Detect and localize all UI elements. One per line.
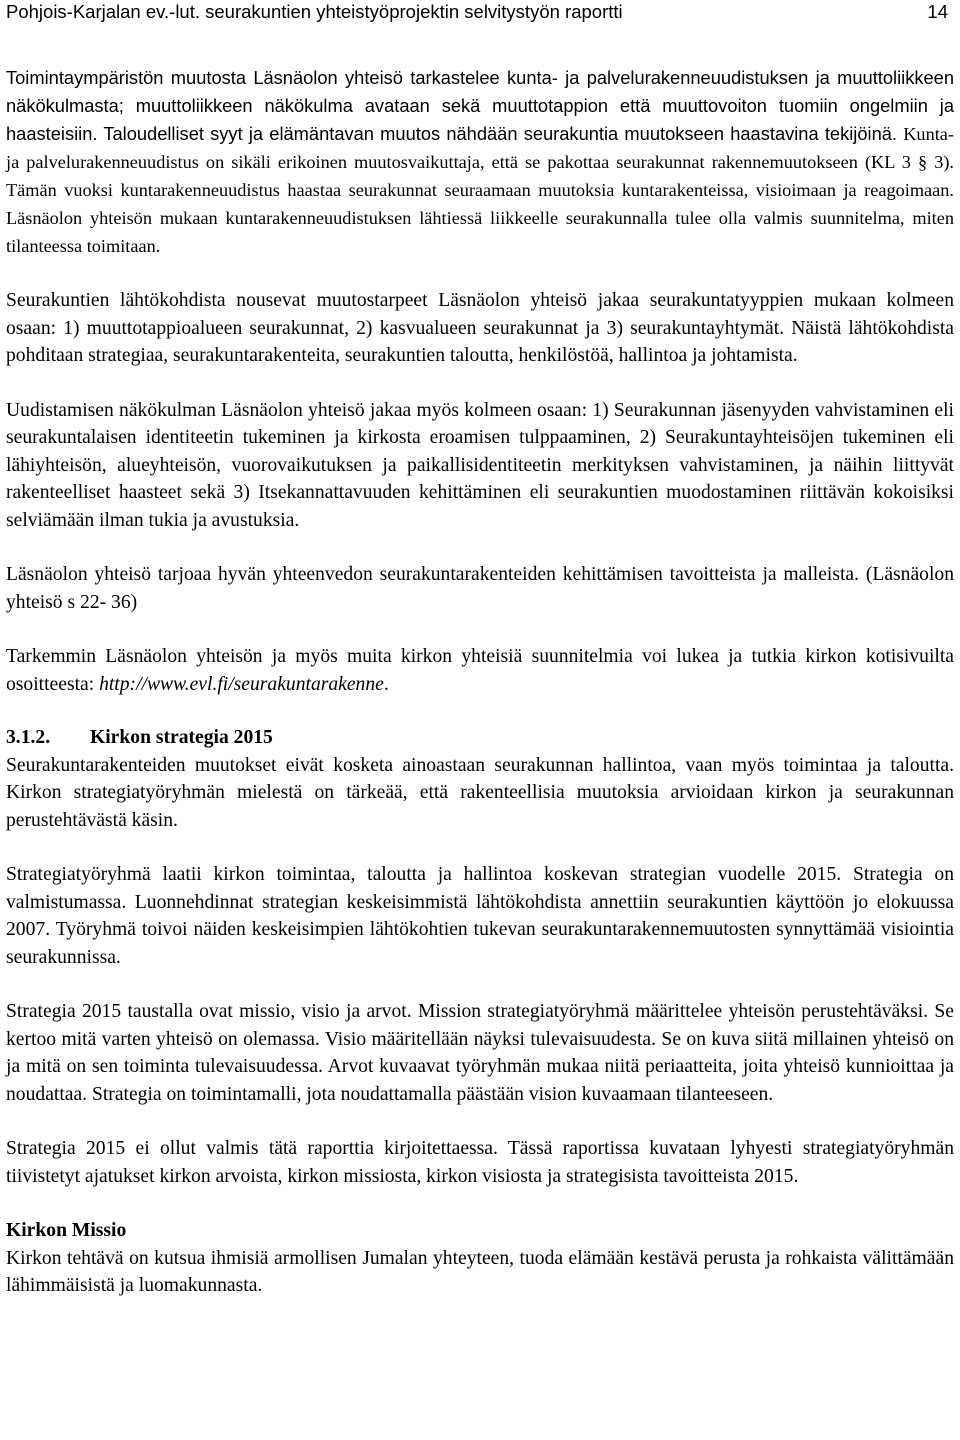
section-number: 3.1.2. [6,727,51,748]
paragraph-environment-serif: Kunta- ja palvelurakenneuudistus on sikäli erikoinen muutosvaikuttaja, että se pakottaa seurakunnat rakennemuutokseen (KL 3 § 3). Tämän vuoksi kuntarakenneuudistus haastaa seurakunnat seuraamaan muutoksia kuntarakenteissa, visioimaan ja reagoimaan. Läsnäolon yhteisön mukaan kuntarakenneuudistuksen lähtiessä liikkeelle seurakunnalla tulee olla valmis suunnitelma, miten tilanteessa toimitaan. [6,124,954,256]
paragraph-environment [6,64,954,260]
paragraph-more-info [6,643,954,698]
paragraph-structure-changes: Seurakuntarakenteiden muutokset eivät kosketa ainoastaan seurakunnan hallintoa, vaan myös toimintaa ja taloutta. Kirkon strategiatyöryhmän mielestä on tärkeää, että rakenteellisia muutoksia arvioidaan kirkon ja seurakunnan perustehtävästä käsin. [6,754,954,831]
header-title: Pohjois-Karjalan ev.-lut. seurakuntien yhteistyöprojektin selvitystyön raportti [6,1,623,22]
more-info-text: Tarkemmin Läsnäolon yhteisön ja myös muita kirkon yhteisiä suunnitelmia voi lukea ja tutkia kirkon kotisivuilta osoitteesta: [6,646,954,695]
section-title: Kirkon strategia 2015 [90,727,273,748]
paragraph-environment-sans: Toimintaympäristön muutosta Läsnäolon yhteisö tarkastelee kunta- ja palvelurakenneuudistuksen ja muuttoliikkeen näkökulmasta; muuttoliikkeen näkökulma avataan sekä muuttotappion että muuttovoiton tuomiin ongelmiin ja haasteisiin. Taloudelliset syyt ja elämäntavan muutos nähdään seurakuntia muutokseen haastavina tekijöinä. [6,67,954,144]
paragraph-mission: Kirkon tehtävä on kutsua ihmisiä armollisen Jumalan yhteyteen, tuoda elämään kestävä perusta ja rohkaista välittämään lähimmäisistä ja luomakunnasta. [6,1247,954,1296]
church-website-link[interactable]: http://www.evl.fi/seurakuntarakenne [99,673,384,695]
page-header [6,0,954,28]
paragraph-needs: Seurakuntien lähtökohdista nousevat muutostarpeet Läsnäolon yhteisö jakaa seurakuntatyyppien mukaan kolmeen osaan: 1) muuttotappioalueen seurakunnat, 2) kasvualueen seurakunnat ja 3) seurakuntayhtymät. Näistä lähtökohdista pohditaan strategiaa, seurakuntarakenteita, seurakuntien taloutta, henkilöstöä, hallintoa ja johtamista. [6,290,954,366]
paragraph-strategy-status: Strategia 2015 ei ollut valmis tätä raporttia kirjoitettaessa. Tässä raportissa kuvataan lyhyesti strategiatyöryhmän tiivistetyt ajatukset kirkon arvoista, kirkon missiosta, kirkon visiosta ja strategisista tavoitteista 2015. [6,1138,954,1187]
paragraph-strategy-group: Strategiatyöryhmä laatii kirkon toimintaa, taloutta ja hallintoa koskevan strategian vuodelle 2015. Strategia on valmistumassa. Luonnehdinnat strategian keskeisimmistä lähtökohdista annettiin seurakuntien käyttöön jo elokuussa 2007. Työryhmä toivoi näiden keskeisimpien lähtökohtien tukevan seurakuntarakennemuutosten synnyttämää visiointia seurakunnissa. [6,864,954,968]
paragraph-mission-vision: Strategia 2015 taustalla ovat missio, visio ja arvot. Mission strategiatyöryhmä määrittelee yhteisön perustehtäväksi. Se kertoo mitä varten yhteisö on olemassa. Visio määritellään näyksi tulevaisuudesta. Se on kuva siitä millainen yhteisö on ja mitä on sen toiminta tulevaisuudessa. Arvot kuvaavat työryhmän mukaa niitä periaatteita, joita yhteisö kunnioittaa ja noudattaa. Strategia on toimintamalli, jota noudattamalla päästään vision kuvaamaan tilanteeseen. [6,1001,954,1105]
subheading-mission: Kirkon Missio [6,1220,127,1241]
more-info-end: . [383,673,389,695]
paragraph-summary: Läsnäolon yhteisö tarjoaa hyvän yhteenvedon seurakuntarakenteiden kehittämisen tavoitteista ja malleista. (Läsnäolon yhteisö s 22- 36) [6,564,954,613]
paragraph-renewal: Uudistamisen näkökulman Läsnäolon yhteisö jakaa myös kolmeen osaan: 1) Seurakunnan jäsenyyden vahvistaminen eli seurakuntalaisen identiteetin tukeminen ja kirkosta eroamisen tulppaaminen, 2) Seurakuntayhteisöjen tukeminen eli lähiyhteisön, alueyhteisön, vuorovaikutuksen ja paikallisidentiteetin merkityksen vahvistaminen, ja näihin liittyvät rakenteelliset haasteet sekä 3) Itsekannattavuuden kehittäminen eli seurakuntien muodostaminen riittävän kokoisiksi selviämään ilman tukia ja avustuksia. [6,399,954,531]
page-number: 14 [927,1,948,22]
section-heading [6,724,954,752]
